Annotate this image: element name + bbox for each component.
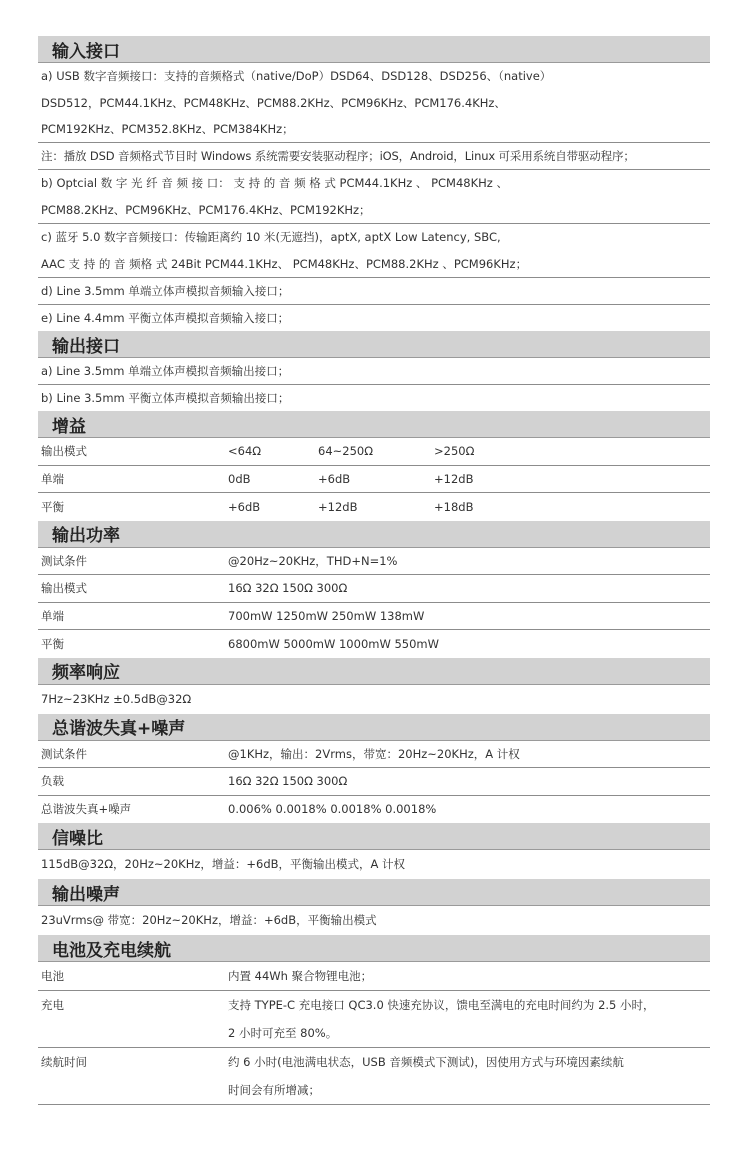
gain-row bbox=[38, 438, 710, 466]
power-value: @20Hz~20KHz，THD+N=1% bbox=[228, 553, 398, 568]
thd-value: @1KHz，输出：2Vrms，带宽：20Hz~20KHz，A 计权 bbox=[228, 746, 520, 761]
gain-cell: 64~250Ω bbox=[318, 444, 374, 459]
gain-cell: +6dB bbox=[228, 499, 261, 514]
thd-row bbox=[38, 796, 710, 824]
usb-line-3: PCM192KHz、PCM352.8KHz、PCM384KHz； bbox=[38, 116, 710, 143]
input-line44: e) Line 4.4mm 平衡立体声模拟音频输入接口； bbox=[41, 310, 290, 325]
input-line35: d) Line 3.5mm 单端立体声模拟音频输入接口； bbox=[38, 278, 710, 305]
freq-value: 7Hz~23KHz ±0.5dB@32Ω bbox=[41, 691, 192, 706]
power-row bbox=[38, 548, 710, 576]
section-header-thd: 总谐波失真+噪声 bbox=[38, 714, 710, 741]
power-value: 6800mW 5000mW 1000mW 550mW bbox=[228, 636, 440, 651]
input-bluetooth-block bbox=[38, 224, 710, 278]
life-value-line: 约 6 小时(电池满电状态，USB 音频模式下测试)，因使用方式与环境因素续航 bbox=[228, 1055, 624, 1069]
thd-value: 16Ω 32Ω 150Ω 300Ω bbox=[228, 774, 348, 789]
thd-label: 总谐波失真+噪声 bbox=[41, 802, 132, 817]
optical-line-2: PCM88.2KHz、PCM96KHz、PCM176.4KHz、PCM192KHz； bbox=[41, 202, 371, 217]
thd-label: 负载 bbox=[41, 774, 64, 789]
snr-value: 115dB@32Ω，20Hz~20KHz，增益：+6dB，平衡输出模式，A 计权 bbox=[41, 857, 406, 871]
battery-label: 电池 bbox=[41, 969, 64, 983]
section-header-power: 输出功率 bbox=[38, 521, 710, 548]
charge-value-wrap bbox=[228, 991, 710, 1047]
power-label: 输出模式 bbox=[41, 581, 87, 596]
gain-label: 单端 bbox=[41, 471, 64, 486]
section-header-freq: 频率响应 bbox=[38, 658, 710, 685]
power-label: 单端 bbox=[41, 608, 64, 623]
output-line-b: b) Line 3.5mm 平衡立体声模拟音频输出接口； bbox=[41, 390, 290, 405]
charge-value-line: 支持 TYPE-C 充电接口 QC3.0 快速充协议，馈电至满电的充电时间约为 2.5 小时， bbox=[228, 998, 655, 1012]
power-value: 700mW 1250mW 250mW 138mW bbox=[228, 608, 425, 623]
noise-value: 23uVrms@ 带宽：20Hz~20KHz，增益：+6dB，平衡输出模式 bbox=[41, 913, 377, 927]
life-label: 续航时间 bbox=[41, 1055, 87, 1069]
gain-cell: +12dB bbox=[434, 471, 474, 486]
thd-row bbox=[38, 768, 710, 796]
charge-row bbox=[38, 991, 710, 1048]
gain-cell: 0dB bbox=[228, 471, 251, 486]
usb-line-1: a) USB 数字音频接口：支持的音频格式（native/DoP）DSD64、DSD128、DSD256、（native） bbox=[41, 69, 552, 83]
output-line-a: a) Line 3.5mm 单端立体声模拟音频输出接口； bbox=[38, 358, 710, 385]
usb-line-2: DSD512，PCM44.1KHz、PCM48KHz、PCM88.2KHz、PCM96KHz、PCM176.4KHz、 bbox=[41, 95, 506, 110]
optical-line-1: b) Optcial 数 字 光 纤 音 频 接 口： 支 持 的 音 频 格 式 PCM44.1KHz 、 PCM48KHz 、 bbox=[41, 176, 508, 190]
charge-label: 充电 bbox=[41, 998, 64, 1012]
power-label: 平衡 bbox=[41, 636, 64, 651]
gain-label: 输出模式 bbox=[41, 444, 87, 459]
bluetooth-line-1: c) 蓝牙 5.0 数字音频接口：传输距离约 10 米(无遮挡)，aptX, aptX Low Latency, SBC, bbox=[41, 230, 501, 244]
life-value-line: 时间会有所增减； bbox=[228, 1083, 320, 1097]
battery-value-wrap bbox=[228, 962, 710, 990]
section-header-gain: 增益 bbox=[38, 411, 710, 438]
section-header-battery: 电池及充电续航 bbox=[38, 935, 710, 962]
gain-row bbox=[38, 466, 710, 494]
thd-label: 测试条件 bbox=[41, 746, 87, 761]
power-row bbox=[38, 630, 710, 658]
bluetooth-line-2: AAC 支 持 的 音 频格 式 24Bit PCM44.1KHz、 PCM48KHz、PCM88.2KHz 、PCM96KHz； bbox=[41, 256, 528, 271]
thd-value: 0.006% 0.0018% 0.0018% 0.0018% bbox=[228, 802, 437, 817]
gain-label: 平衡 bbox=[41, 499, 64, 514]
spec-sheet bbox=[38, 36, 710, 1105]
power-label: 测试条件 bbox=[41, 553, 87, 568]
input-usb-block bbox=[38, 63, 710, 170]
section-header-output: 输出接口 bbox=[38, 331, 710, 358]
section-header-input: 输入接口 bbox=[38, 36, 710, 63]
gain-cell: +18dB bbox=[434, 499, 474, 514]
life-value-wrap bbox=[228, 1048, 710, 1104]
life-row bbox=[38, 1048, 710, 1105]
power-row bbox=[38, 603, 710, 631]
gain-cell: +6dB bbox=[318, 471, 351, 486]
battery-row bbox=[38, 962, 710, 991]
section-header-noise: 输出噪声 bbox=[38, 879, 710, 906]
input-optical-block bbox=[38, 170, 710, 224]
gain-cell: +12dB bbox=[318, 499, 358, 514]
power-value: 16Ω 32Ω 150Ω 300Ω bbox=[228, 581, 348, 596]
gain-cell: >250Ω bbox=[434, 444, 475, 459]
usb-note: 注：播放 DSD 音频格式节目时 Windows 系统需要安装驱动程序；iOS，Android，Linux 可采用系统自带驱动程序； bbox=[41, 148, 635, 163]
gain-row bbox=[38, 493, 710, 521]
battery-value: 内置 44Wh 聚合物锂电池； bbox=[228, 969, 373, 983]
charge-value-line: 2 小时可充至 80%。 bbox=[228, 1026, 338, 1040]
thd-row bbox=[38, 741, 710, 769]
power-row bbox=[38, 575, 710, 603]
section-header-snr: 信噪比 bbox=[38, 823, 710, 850]
gain-cell: <64Ω bbox=[228, 444, 262, 459]
